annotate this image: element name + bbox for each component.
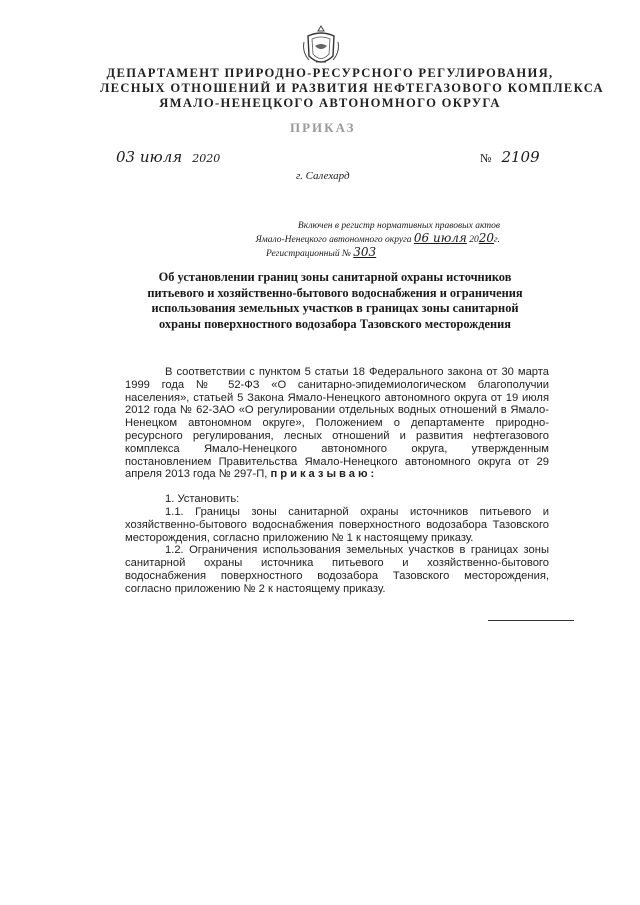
department-line: ЯМАЛО-НЕНЕЦКОГО АВТОНОМНОГО ОКРУГА: [159, 96, 501, 110]
department-header: [100, 66, 604, 111]
registry-region: Ямало-Ненецкого автономного округа: [255, 235, 412, 245]
registry-year-suffix: 20: [478, 231, 495, 245]
document-body: [125, 366, 549, 596]
command-word: приказываю:: [270, 468, 378, 481]
registry-year-prefix: 20: [469, 235, 479, 245]
coat-of-arms-emblem: [300, 22, 342, 72]
registry-number-label: Регистрационный №: [266, 249, 351, 259]
registry-line-1: Включен в регистр нормативных правовых актов: [297, 221, 500, 231]
document-number: [480, 148, 560, 168]
document-type-stamp: ПРИКАЗ: [290, 120, 356, 135]
item-1-2: 1.2. Ограничения использования земельных участков в границах зоны санитарной охраны источника питьевого и хозяйственно-бытового водоснабжения поверхностного водозабора Тазовского месторождения, согласно приложению № 2 к настоящему приказу.: [125, 544, 549, 595]
document-title: Об установлении границ зоны санитарной охраны источников питьевого и хозяйственно-бытового водоснабжения и ограничения использования земельных участков в границах зоны санитарной охраны поверхностного водозабора Тазовского месторождения: [147, 270, 523, 331]
date-year: 2020: [192, 152, 221, 165]
registry-date: 06 июля: [413, 231, 467, 245]
number-sign: №: [480, 151, 492, 165]
registry-year-unit: г.: [494, 235, 500, 245]
department-line: ДЕПАРТАМЕНТ ПРИРОДНО-РЕСУРСНОГО РЕГУЛИРОВАНИЯ,: [106, 66, 554, 80]
department-line: ЛЕСНЫХ ОТНОШЕНИЙ И РАЗВИТИЯ НЕФТЕГАЗОВОГО КОМПЛЕКСА: [100, 81, 604, 95]
registry-stamp: [180, 220, 500, 260]
item-1-1: 1.1. Границы зоны санитарной охраны источников питьевого и хозяйственно-бытового водоснабжения поверхностного водозабора Тазовского месторождения, согласно приложению № 1 к настоящему приказу.: [125, 505, 549, 544]
registry-line-3: [180, 246, 500, 260]
item-1: 1. Установить:: [165, 493, 240, 506]
signature-line: [488, 620, 574, 621]
registry-number: 303: [353, 245, 377, 259]
document-date: [116, 148, 256, 168]
registry-line-2: [180, 232, 500, 246]
preamble-text: В соответствии с пунктом 5 статьи 18 Федерального закона от 30 марта 1999 года № 52-ФЗ «О санитарно-эпидемиологическом благополучии населения», статьей 5 Закона Ямало-Ненецкого автономного округа от 19 июля 2012 года № 62-ЗАО «О регулировании отдельных водных отношений в Ямало-Ненецком автономном округе», Положением о департаменте природно-ресурсного регулирования, лесных отношений и развития нефтегазового комплекса Ямало-Ненецкого автономного округа, утвержденным постановлением Правительства Ямало-Ненецкого автономного округа от 29 апреля 2013 года № 297-П,: [125, 366, 549, 481]
preamble-paragraph: [125, 366, 549, 481]
date-handwritten: 03 июля: [116, 148, 183, 166]
city-label: г. Салехард: [296, 170, 350, 182]
number-handwritten: 2109: [501, 148, 540, 166]
